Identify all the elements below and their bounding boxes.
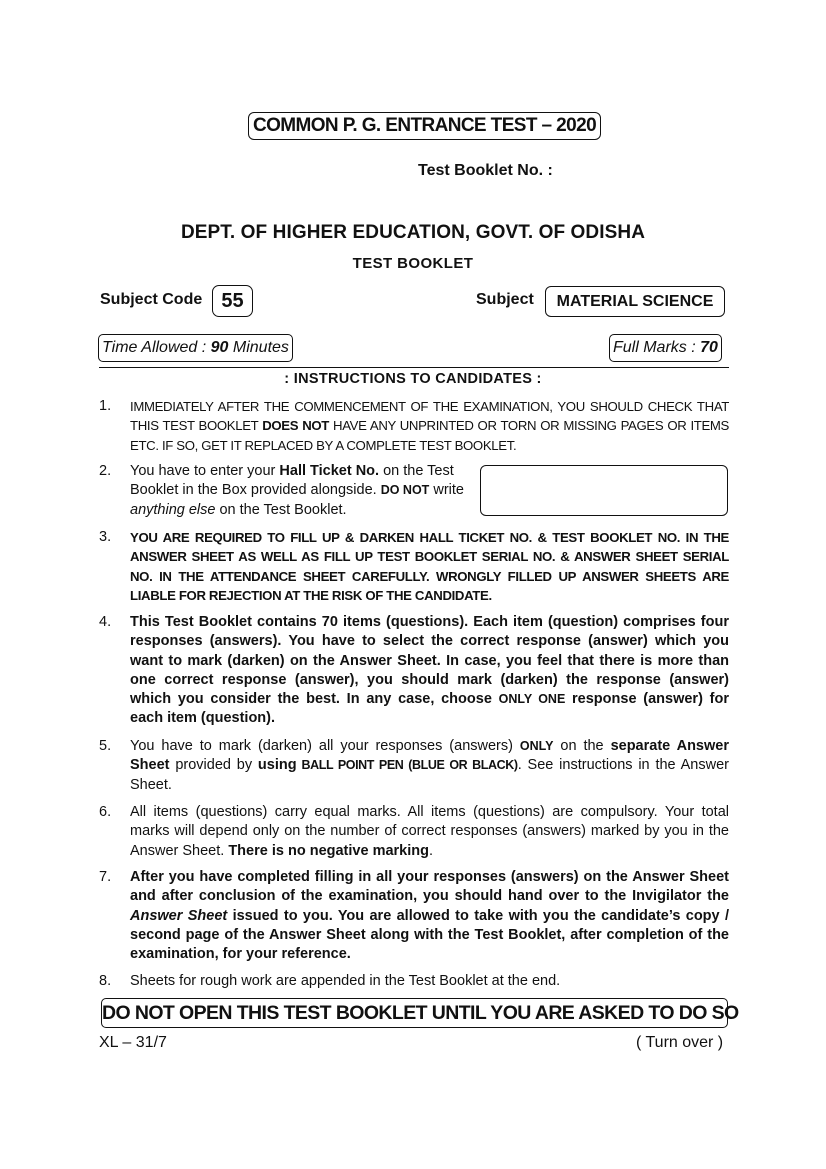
instruction-text: write bbox=[429, 482, 464, 499]
time-allowed bbox=[98, 334, 293, 362]
instruction-text: All items (questions) carry equal marks. All items (questions) are compulsory. Your total marks will depend only on the number of correct responses (answers) marked by you in the Answer Sheet. bbox=[130, 804, 729, 859]
instruction-number: 5. bbox=[99, 738, 112, 754]
instruction-text: issued to you. You are allowed to take with you the candidate’s copy / second page of the Answer Sheet along with the Test Booklet, after completion of the examination, for your reference. bbox=[130, 907, 729, 963]
instruction-item-8 bbox=[99, 972, 729, 991]
instruction-emphasis: There is no negative marking bbox=[228, 842, 429, 859]
do-not-open-warning: DO NOT OPEN THIS TEST BOOKLET UNTIL YOU ARE ASKED TO DO SO bbox=[101, 998, 728, 1028]
instruction-text: on the Test Booklet in the Box provided alongside. bbox=[130, 463, 454, 499]
instruction-item-1 bbox=[99, 397, 729, 455]
instructions-heading: : INSTRUCTIONS TO CANDIDATES : bbox=[284, 371, 542, 387]
hall-ticket-number-box[interactable] bbox=[480, 465, 728, 516]
exam-title: COMMON P. G. ENTRANCE TEST – 2020 bbox=[248, 112, 601, 140]
subject-value: MATERIAL SCIENCE bbox=[545, 286, 725, 317]
instruction-item-2 bbox=[99, 462, 467, 520]
turn-over-label: ( Turn over ) bbox=[636, 1034, 724, 1051]
instruction-number: 8. bbox=[99, 973, 112, 989]
instruction-item-6 bbox=[99, 803, 729, 861]
instruction-number: 1. bbox=[99, 398, 112, 414]
subject-code-label: Subject Code bbox=[100, 291, 203, 308]
instruction-text: HAVE ANY UNPRINTED OR TORN OR MISSING PAGES OR ITEMS ETC. IF SO, GET IT REPLACED BY A COMPLETE TEST BOOKLET. bbox=[130, 418, 730, 453]
instruction-number: 3. bbox=[99, 529, 112, 545]
instruction-emphasis: Hall Ticket No. bbox=[279, 463, 380, 479]
instruction-item-4 bbox=[99, 613, 729, 729]
instruction-emphasis: DO NOT bbox=[380, 483, 430, 498]
booklet-code: XL – 31/7 bbox=[99, 1034, 167, 1051]
instruction-item-7 bbox=[99, 868, 729, 964]
full-marks-label: Full Marks : bbox=[613, 339, 701, 356]
instruction-italic: anything else bbox=[130, 501, 216, 518]
instruction-text: You have to mark (darken) all your responses (answers) bbox=[130, 738, 520, 754]
divider bbox=[99, 367, 729, 368]
instruction-text: This Test Booklet contains 70 items (questions). Each item (question) comprises four responses (answers). You have to select the correct response (answer) which you want to mark (darken) on the Answer Sheet. In case, you feel that there is more than one correct response (answer), you should mark (darken) the response (answer) which you consider the best. In any case, choose bbox=[130, 614, 729, 708]
instruction-text: on the bbox=[553, 738, 611, 754]
instruction-item-3 bbox=[99, 528, 729, 605]
instruction-emphasis: BALL POINT PEN (BLUE OR BLACK) bbox=[296, 758, 518, 773]
instruction-text: IMMEDIATELY AFTER THE COMMENCEMENT OF THE EXAMINATION, YOU SHOULD CHECK THAT THIS TEST BOOKLET bbox=[130, 399, 729, 434]
time-allowed-value: 90 bbox=[210, 339, 229, 356]
instruction-emphasis: separate Answer Sheet bbox=[130, 738, 729, 774]
instruction-italic: Answer Sheet bbox=[130, 907, 228, 924]
instruction-text: Sheets for rough work are appended in the Test Booklet at the end. bbox=[130, 973, 561, 989]
instruction-emphasis: ONLY bbox=[519, 739, 554, 753]
instruction-text: You have to enter your bbox=[130, 463, 280, 479]
instruction-number: 2. bbox=[99, 463, 112, 479]
instruction-emphasis: ONLY ONE bbox=[498, 692, 566, 707]
instruction-number: 7. bbox=[99, 869, 112, 885]
instruction-text: provided by bbox=[169, 757, 258, 774]
instruction-emphasis: using bbox=[257, 757, 297, 774]
instruction-text: response (answer) for each item (question). bbox=[130, 691, 729, 727]
test-booklet-heading: TEST BOOKLET bbox=[352, 255, 474, 272]
instruction-text: After you have completed filling in all your responses (answers) on the Answer Sheet and after conclusion of the examination, you should hand over to the Invigilator the bbox=[130, 869, 729, 905]
instruction-text: . See instructions in the Answer Sheet. bbox=[130, 757, 729, 793]
instruction-text: on the Test Booklet. bbox=[215, 501, 347, 518]
full-marks bbox=[609, 334, 722, 362]
instruction-number: 4. bbox=[99, 614, 112, 630]
department-heading: DEPT. OF HIGHER EDUCATION, GOVT. OF ODISHA bbox=[180, 222, 646, 243]
full-marks-value: 70 bbox=[700, 339, 718, 356]
instruction-text: . bbox=[428, 842, 434, 859]
subject-code-value: 55 bbox=[212, 285, 253, 317]
instruction-number: 6. bbox=[99, 804, 112, 820]
instruction-item-5 bbox=[99, 737, 729, 795]
test-booklet-no-label: Test Booklet No. : bbox=[418, 162, 553, 179]
instruction-text: YOU ARE REQUIRED TO FILL UP & DARKEN HALL TICKET NO. & TEST BOOKLET NO. IN THE ANSWER SHEET AS WELL AS FILL UP TEST BOOKLET SERIAL NO. & ANSWER SHEET SERIAL NO. IN THE ATTENDANCE SHEET CAREFULLY. WRONGLY FILLED UP ANSWER SHEETS ARE LIABLE FOR REJECTION AT THE RISK OF THE CANDIDATE. bbox=[130, 530, 729, 603]
subject-label: Subject bbox=[476, 291, 534, 308]
time-allowed-label: Time Allowed : bbox=[102, 339, 211, 356]
time-allowed-unit: Minutes bbox=[228, 339, 289, 356]
instruction-emphasis: DOES NOT bbox=[262, 418, 329, 434]
